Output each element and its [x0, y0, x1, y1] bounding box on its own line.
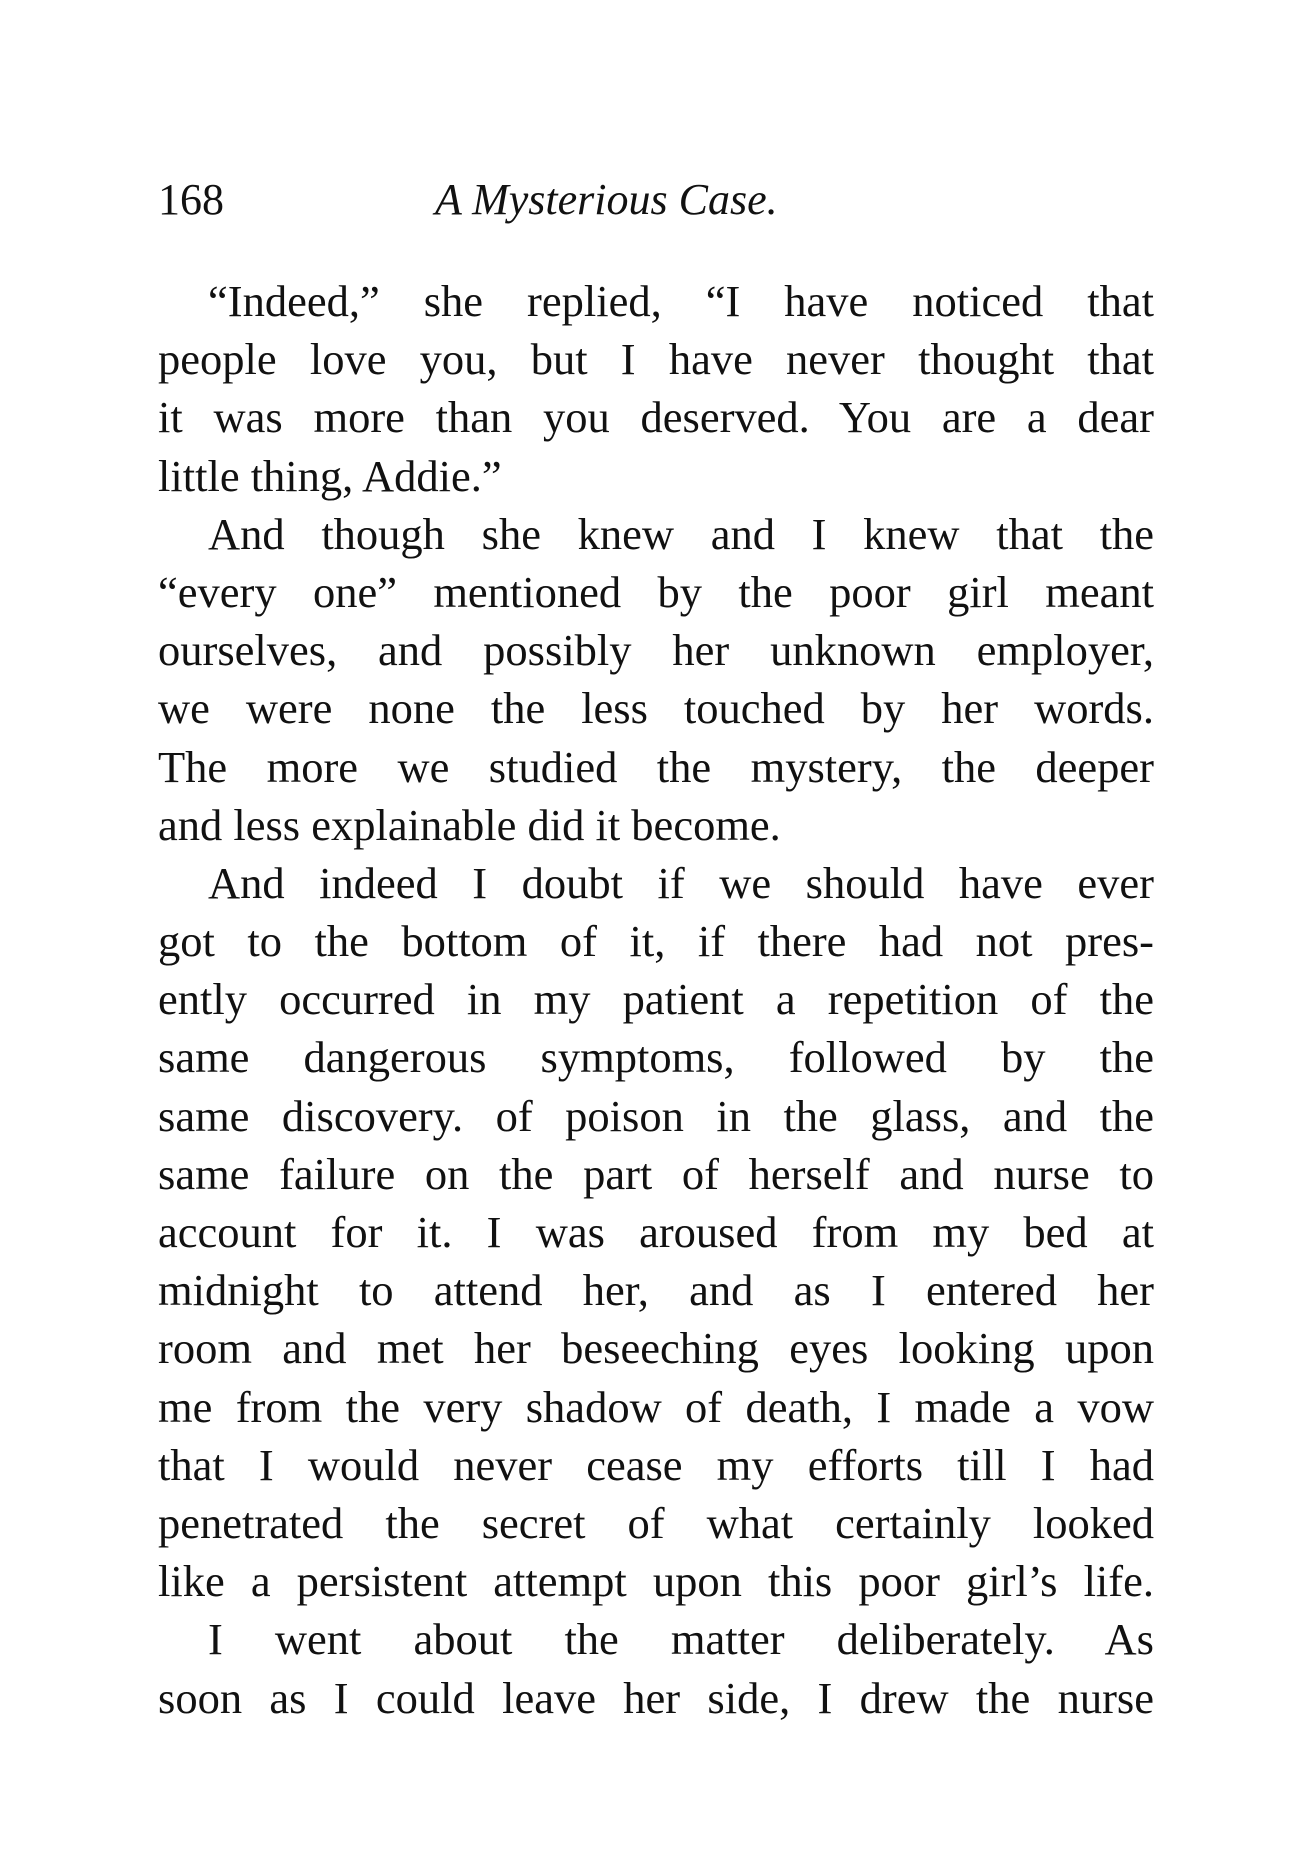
- text-line: And though she knew and I knew that the: [208, 508, 1154, 559]
- text-line: room and met her beseeching eyes looking upon: [158, 1323, 1154, 1374]
- text-line: people love you, but I have never thought that: [158, 334, 1154, 385]
- text-line: penetrated the secret of what certainly looked: [158, 1497, 1154, 1548]
- text-line: same discovery. of poison in the glass, and the: [158, 1090, 1154, 1141]
- text-line: it was more than you deserved. You are a dear: [158, 392, 1154, 443]
- text-line: same failure on the part of herself and nurse to: [158, 1148, 1154, 1199]
- text-line: and less explainable did it become.: [158, 799, 781, 850]
- text-line: I went about the matter deliberately. As: [208, 1614, 1154, 1665]
- text-line: that I would never cease my efforts till I had: [158, 1439, 1154, 1490]
- running-title: A Mysterious Case.: [435, 175, 778, 224]
- text-line: we were none the less touched by her words.: [158, 683, 1154, 734]
- paragraph: [158, 1610, 1154, 1726]
- running-head: [158, 170, 1158, 230]
- text-line: soon as I could leave her side, I drew the nurse: [158, 1672, 1154, 1723]
- text-line: account for it. I was aroused from my bed at: [158, 1207, 1154, 1257]
- text-line: ourselves, and possibly her unknown employer,: [158, 625, 1154, 676]
- body-text: [158, 272, 1154, 1727]
- page-number: 168: [158, 175, 224, 224]
- text-line: ently occurred in my patient a repetition of the: [158, 974, 1154, 1025]
- paragraph: [158, 272, 1154, 505]
- text-line: like a persistent attempt upon this poor girl’s life.: [158, 1556, 1154, 1607]
- text-line: got to the bottom of it, if there had not pres-: [158, 916, 1154, 967]
- text-line: “every one” mentioned by the poor girl meant: [158, 566, 1154, 617]
- paragraph: [158, 505, 1154, 854]
- text-line: midnight to attend her, and as I entered her: [158, 1265, 1154, 1316]
- text-line: “Indeed,” she replied, “I have noticed that: [208, 276, 1154, 326]
- text-line: little thing, Addie.”: [158, 450, 502, 501]
- text-line: same dangerous symptoms, followed by the: [158, 1032, 1154, 1083]
- paragraph: [158, 854, 1154, 1610]
- text-line: The more we studied the mystery, the deeper: [158, 741, 1154, 792]
- text-line: me from the very shadow of death, I made a vow: [158, 1381, 1154, 1432]
- text-line: And indeed I doubt if we should have ever: [208, 857, 1154, 908]
